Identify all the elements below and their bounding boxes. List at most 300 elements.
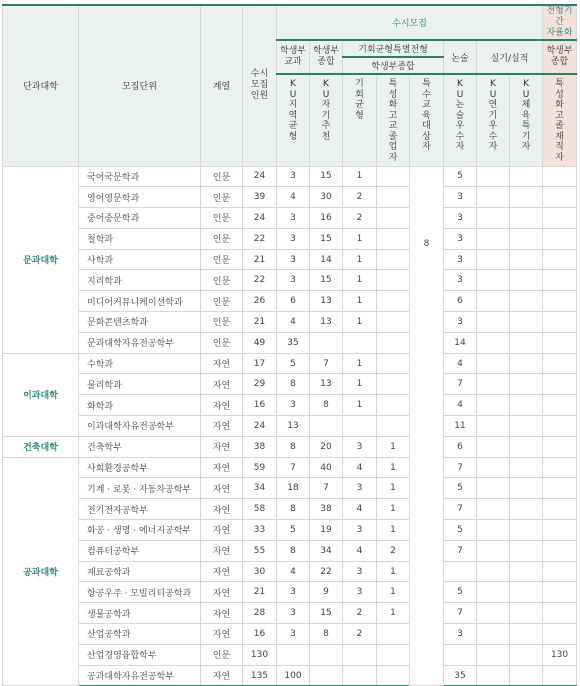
vocational-employed-cell [543,332,577,353]
ku-acting-cell [477,187,510,208]
header-essay: 논술 [444,40,477,74]
table-row [3,603,577,624]
total-cell: 130 [243,644,277,665]
opportunity-balance-cell: 2 [343,624,377,645]
ku-essay-cell: 14 [444,332,477,353]
header-col-char: 상 [422,131,431,142]
ku-sports-cell [510,312,543,333]
opportunity-balance-cell: 4 [343,540,377,561]
total-cell: 33 [243,520,277,541]
table-row [3,332,577,353]
ku-sports-cell [510,228,543,249]
vocational-graduate-cell: 1 [377,603,410,624]
header-col-char: 고 [388,110,398,121]
header-col-char: 성 [555,89,564,100]
unit-name: 문과대학자유전공학부 [79,332,201,353]
vocational-graduate-cell [377,187,410,208]
unit-name: 국어국문학과 [79,166,201,187]
table-row [3,478,577,499]
header-period-general-line-1: 학생부 [546,46,573,56]
header-total [243,5,277,166]
ku-regional-cell [277,644,310,665]
ku-essay-cell: 7 [444,457,477,478]
ku-self-recommend-cell: 34 [310,540,343,561]
series-cell: 인문 [201,332,243,353]
unit-name: 화공 · 생명 · 에너지공학부 [79,520,201,541]
ku-regional-cell: 3 [277,166,310,187]
ku-sports-cell [510,644,543,665]
series-cell: 자연 [201,353,243,374]
unit-name: 건축학부 [79,436,201,457]
ku-self-recommend-cell: 13 [310,374,343,395]
ku-self-recommend-cell: 13 [310,312,343,333]
ku-essay-cell: 6 [444,291,477,312]
opportunity-balance-cell: 2 [343,208,377,229]
college-name: 건축대학 [3,436,79,457]
header-college: 단과대학 [3,5,79,166]
vocational-employed-cell [543,208,577,229]
unit-name: 항공우주 · 모빌리티공학과 [79,582,201,603]
header-col-ku-sports [510,74,543,166]
ku-regional-cell: 3 [277,270,310,291]
unit-name: 컴퓨터공학부 [79,540,201,561]
vocational-employed-cell [543,457,577,478]
series-cell: 자연 [201,561,243,582]
header-col-char: K [323,79,329,89]
vocational-employed-cell [543,416,577,437]
unit-name: 산업경영융합학부 [79,644,201,665]
opportunity-balance-cell: 1 [343,291,377,312]
opportunity-balance-cell [343,665,377,686]
opportunity-balance-cell: 3 [343,478,377,499]
header-col-char: 균 [355,100,364,110]
vocational-graduate-cell [377,228,410,249]
header-col-char: 화 [388,100,398,110]
total-cell: 16 [243,395,277,416]
ku-sports-cell [510,187,543,208]
college-name: 이과대학 [3,353,79,436]
total-cell: 24 [243,208,277,229]
header-col-char: 육 [521,110,531,121]
table-row [3,374,577,395]
header-practical: 실기/실적 [477,40,543,74]
header-col-char: 지 [288,100,298,110]
opportunity-balance-cell: 1 [343,166,377,187]
ku-essay-cell: 6 [444,436,477,457]
ku-acting-cell [477,395,510,416]
vocational-graduate-cell [377,249,410,270]
ku-self-recommend-cell: 15 [310,166,343,187]
table-row [3,312,577,333]
unit-name: 사회환경공학부 [79,457,201,478]
vocational-employed-cell [543,624,577,645]
unit-name: 화학과 [79,395,201,416]
ku-sports-cell [510,249,543,270]
ku-acting-cell [477,478,510,499]
series-cell: 인문 [201,249,243,270]
ku-self-recommend-cell: 40 [310,457,343,478]
ku-acting-cell [477,166,510,187]
ku-acting-cell [477,353,510,374]
ku-self-recommend-cell: 8 [310,624,343,645]
total-cell: 29 [243,374,277,395]
header-col-char: 천 [321,131,331,142]
ku-sports-cell [510,582,543,603]
ku-regional-cell: 7 [277,457,310,478]
series-cell: 인문 [201,228,243,249]
header-period-autonomy [543,5,577,40]
ku-self-recommend-cell: 14 [310,249,343,270]
ku-acting-cell [477,624,510,645]
ku-essay-cell: 5 [444,166,477,187]
vocational-graduate-cell: 2 [377,540,410,561]
ku-regional-cell: 4 [277,312,310,333]
table-row [3,499,577,520]
header-col-char: 업 [388,142,398,152]
ku-sports-cell [510,291,543,312]
ku-sports-cell [510,457,543,478]
header-col-char: 화 [555,100,564,110]
header-col-char: 직 [555,142,564,152]
table-row [3,353,577,374]
unit-name: 기계 · 로봇 · 자동차공학부 [79,478,201,499]
total-cell: 26 [243,291,277,312]
ku-sports-cell [510,332,543,353]
opportunity-balance-cell: 1 [343,270,377,291]
header-col-vocational-graduate [377,74,410,166]
series-cell: 인문 [201,312,243,333]
vocational-graduate-cell: 1 [377,478,410,499]
total-cell: 59 [243,457,277,478]
header-balance-special: 기회균형특별전형 [343,40,444,57]
table-row [3,208,577,229]
unit-name: 수학과 [79,353,201,374]
header-col-char: 형 [288,131,298,142]
ku-essay-cell: 11 [444,416,477,437]
college-name: 공과대학 [3,457,79,686]
vocational-employed-cell [543,561,577,582]
ku-essay-cell [444,644,477,665]
header-col-special-education [410,74,444,166]
series-cell: 자연 [201,603,243,624]
ku-essay-cell: 3 [444,208,477,229]
opportunity-balance-cell [343,644,377,665]
vocational-employed-cell [543,291,577,312]
header-col-char: 육 [422,110,431,121]
table-row [3,187,577,208]
series-cell: 자연 [201,478,243,499]
ku-essay-cell: 5 [444,478,477,499]
header-student-record-subject-line-2: 교과 [284,57,302,67]
ku-acting-cell [477,208,510,229]
special-education-merged-cell [410,166,444,686]
ku-essay-cell: 3 [444,187,477,208]
ku-acting-cell [477,665,510,686]
header-col-opportunity-balance [343,74,377,166]
ku-self-recommend-cell [310,416,343,437]
ku-self-recommend-cell [310,332,343,353]
unit-name: 산업공학과 [79,624,201,645]
ku-acting-cell [477,374,510,395]
unit-name: 지리학과 [79,270,201,291]
header-total-line-1: 수시 [250,69,269,80]
ku-self-recommend-cell: 20 [310,436,343,457]
header-col-char: 자 [388,152,398,163]
unit-name: 사학과 [79,249,201,270]
series-cell: 자연 [201,374,243,395]
header-col-char: 특 [521,121,531,131]
header-col-char: 우 [488,121,498,131]
header-total-line-3: 인원 [250,91,269,102]
header-col-char: U [489,89,497,100]
ku-essay-cell: 3 [444,270,477,291]
header-col-char: 자 [422,142,431,152]
series-cell: 자연 [201,457,243,478]
header-col-char: 수 [422,89,431,100]
vocational-graduate-cell [377,312,410,333]
total-cell: 38 [243,436,277,457]
header-col-char: K [290,79,296,89]
ku-essay-cell: 3 [444,624,477,645]
opportunity-balance-cell: 1 [343,374,377,395]
header-col-char: 기 [488,110,498,121]
unit-name: 재료공학과 [79,561,201,582]
ku-regional-cell: 3 [277,603,310,624]
header-col-ku-self-recommend [310,74,343,166]
header-col-ku-regional [277,74,310,166]
vocational-employed-cell: 130 [543,644,577,665]
series-cell: 자연 [201,395,243,416]
header-col-char: 자 [455,142,465,152]
total-cell: 34 [243,478,277,499]
total-cell: 24 [243,166,277,187]
unit-name: 중어중문학과 [79,208,201,229]
opportunity-balance-cell: 1 [343,395,377,416]
ku-acting-cell [477,540,510,561]
ku-self-recommend-cell: 15 [310,603,343,624]
opportunity-balance-cell: 2 [343,187,377,208]
ku-essay-cell: 4 [444,353,477,374]
vocational-employed-cell [543,603,577,624]
vocational-graduate-cell [377,291,410,312]
series-cell: 자연 [201,499,243,520]
header-balance-general: 학생부종합 [343,57,444,74]
ku-regional-cell: 3 [277,582,310,603]
total-cell: 21 [243,312,277,333]
header-col-char: U [322,89,330,100]
vocational-employed-cell [543,520,577,541]
ku-regional-cell: 100 [277,665,310,686]
vocational-graduate-cell: 1 [377,561,410,582]
opportunity-balance-cell: 2 [343,603,377,624]
ku-sports-cell [510,624,543,645]
ku-acting-cell [477,312,510,333]
admission-quota-table [2,4,577,686]
ku-acting-cell [477,582,510,603]
header-col-vocational-employed [543,74,577,166]
ku-essay-cell: 5 [444,520,477,541]
vocational-graduate-cell [377,353,410,374]
ku-self-recommend-cell: 22 [310,561,343,582]
ku-regional-cell: 3 [277,249,310,270]
ku-sports-cell [510,436,543,457]
header-unit: 모집단위 [79,5,201,166]
ku-acting-cell [477,561,510,582]
total-cell: 16 [243,624,277,645]
header-col-char: 수 [488,131,498,142]
ku-essay-cell: 7 [444,374,477,395]
ku-regional-cell: 5 [277,520,310,541]
ku-essay-cell: 3 [444,249,477,270]
header-col-char: 역 [288,110,298,121]
header-period-general-line-2: 종합 [550,57,569,67]
header-col-char: 졸 [388,131,398,142]
ku-regional-cell: 13 [277,416,310,437]
vocational-graduate-cell [377,624,410,645]
series-cell: 자연 [201,520,243,541]
header-student-record-general-line-1: 학생부 [312,46,340,56]
table-row [3,644,577,665]
ku-sports-cell [510,499,543,520]
ku-regional-cell: 18 [277,478,310,499]
header-total-line-2: 모집 [250,80,269,91]
vocational-graduate-cell: 1 [377,436,410,457]
vocational-employed-cell [543,436,577,457]
table-body [3,166,577,686]
header-col-ku-essay [444,74,477,166]
header-col-char: U [456,89,464,100]
ku-essay-cell: 5 [444,582,477,603]
opportunity-balance-cell: 1 [343,228,377,249]
ku-self-recommend-cell: 38 [310,499,343,520]
series-cell: 인문 [201,291,243,312]
opportunity-balance-cell [343,416,377,437]
header-col-char: 기 [321,110,331,121]
ku-regional-cell: 5 [277,353,310,374]
header-student-record-subject-line-1: 학생부 [279,46,307,56]
table-row [3,416,577,437]
header-col-char: K [457,79,463,89]
ku-regional-cell: 6 [277,291,310,312]
ku-acting-cell [477,499,510,520]
ku-self-recommend-cell: 7 [310,353,343,374]
unit-name: 영어영문학과 [79,187,201,208]
opportunity-balance-cell: 3 [343,436,377,457]
series-cell: 인문 [201,166,243,187]
ku-regional-cell: 8 [277,436,310,457]
ku-sports-cell [510,374,543,395]
vocational-employed-cell [543,249,577,270]
ku-self-recommend-cell: 16 [310,208,343,229]
ku-essay-cell: 35 [444,665,477,686]
header-col-char: 우 [455,121,465,131]
table-row [3,436,577,457]
table-row [3,561,577,582]
series-cell: 자연 [201,436,243,457]
header-student-record-general [310,40,343,74]
vocational-graduate-cell [377,395,410,416]
vocational-employed-cell [543,478,577,499]
opportunity-balance-cell: 1 [343,353,377,374]
vocational-employed-cell [543,166,577,187]
header-period-autonomy-line-1: 전형기간 [546,6,573,27]
table-row [3,166,577,187]
unit-name: 생물공학과 [79,603,201,624]
header-col-char: 특 [388,79,398,89]
header-col-char: 논 [455,100,465,110]
header-col-char: 특 [555,79,564,89]
ku-self-recommend-cell [310,665,343,686]
ku-acting-cell [477,520,510,541]
ku-acting-cell [477,270,510,291]
ku-self-recommend-cell: 19 [310,520,343,541]
series-cell: 자연 [201,540,243,561]
header-susi: 수시모집 [277,5,543,40]
ku-regional-cell: 4 [277,561,310,582]
ku-sports-cell [510,270,543,291]
vocational-employed-cell [543,499,577,520]
table-header [3,5,577,166]
vocational-employed-cell [543,187,577,208]
header-series: 계열 [201,5,243,166]
table-row [3,291,577,312]
ku-essay-cell [444,561,477,582]
ku-acting-cell [477,603,510,624]
opportunity-balance-cell: 3 [343,582,377,603]
table-row [3,457,577,478]
header-col-char: 고 [555,110,564,121]
ku-regional-cell: 8 [277,374,310,395]
header-col-char: 추 [321,121,331,131]
ku-acting-cell [477,291,510,312]
ku-regional-cell: 8 [277,540,310,561]
ku-sports-cell [510,540,543,561]
vocational-graduate-cell: 1 [377,520,410,541]
ku-sports-cell [510,416,543,437]
ku-regional-cell: 3 [277,228,310,249]
table-row [3,665,577,686]
header-col-char: K [523,79,529,89]
vocational-employed-cell [543,665,577,686]
ku-essay-cell: 7 [444,603,477,624]
header-col-char: 연 [488,100,498,110]
opportunity-balance-cell: 4 [343,457,377,478]
ku-self-recommend-cell: 15 [310,270,343,291]
ku-acting-cell [477,249,510,270]
table-row [3,249,577,270]
unit-name: 공과대학자유전공학부 [79,665,201,686]
special-education-value: 8 [423,238,430,249]
vocational-graduate-cell: 1 [377,582,410,603]
header-col-char: 술 [455,110,465,121]
opportunity-balance-cell [343,332,377,353]
header-col-char: 성 [388,89,398,100]
ku-acting-cell [477,332,510,353]
total-cell: 135 [243,665,277,686]
header-col-char: U [522,89,530,100]
header-col-char: 대 [422,121,431,131]
ku-sports-cell [510,353,543,374]
ku-acting-cell [477,416,510,437]
header-col-ku-acting [477,74,510,166]
ku-essay-cell: 7 [444,499,477,520]
opportunity-balance-cell: 3 [343,520,377,541]
header-col-char: 체 [521,100,531,110]
vocational-employed-cell [543,582,577,603]
ku-essay-cell: 3 [444,228,477,249]
series-cell: 자연 [201,416,243,437]
vocational-employed-cell [543,270,577,291]
